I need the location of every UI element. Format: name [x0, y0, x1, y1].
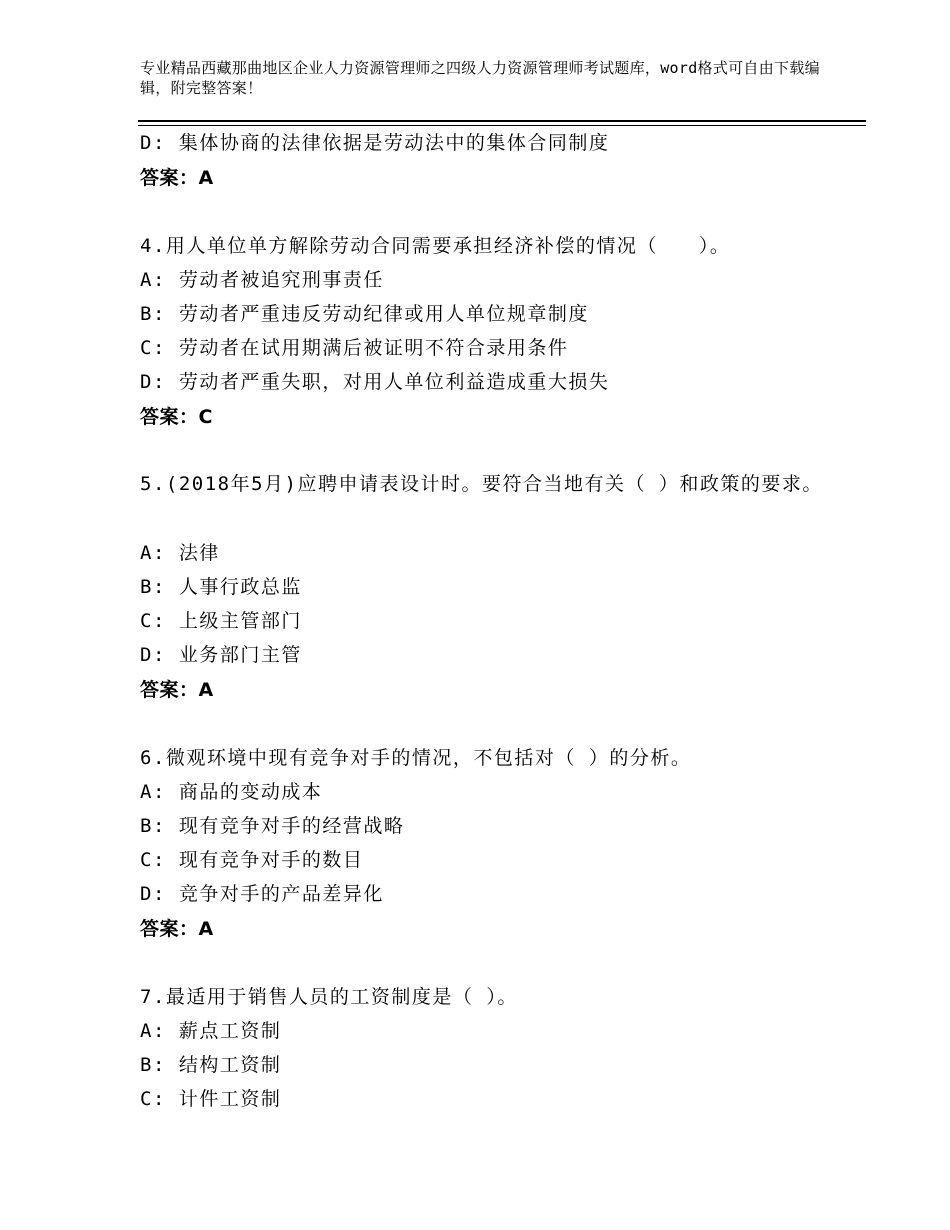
option-c: C: 计件工资制 [140, 1088, 282, 1110]
question-stem: 4.用人单位单方解除劳动合同需要承担经济补偿的情况（ ）。 [140, 235, 731, 257]
answer-line: 答案：C [140, 406, 213, 428]
option-a: A: 薪点工资制 [140, 1020, 282, 1042]
option-d: D: 集体协商的法律依据是劳动法中的集体合同制度 [140, 132, 610, 154]
option-b: B: 结构工资制 [140, 1054, 282, 1076]
header-divider-thin [138, 125, 866, 126]
answer-line: 答案：A [140, 918, 214, 940]
option-d: D: 劳动者严重失职，对用人单位利益造成重大损失 [140, 371, 610, 393]
question-stem: 6.微观环境中现有竞争对手的情况，不包括对（ ）的分析。 [140, 747, 692, 769]
option-d: D: 业务部门主管 [140, 644, 302, 666]
option-c: C: 劳动者在试用期满后被证明不符合录用条件 [140, 337, 569, 359]
question-stem: 5.(2018年5月)应聘申请表设计时。要符合当地有关（ ）和政策的要求。 [140, 473, 823, 495]
document-header: 专业精品西藏那曲地区企业人力资源管理师之四级人力资源管理师考试题库，word格式可自由下载编辑，附完整答案！ [140, 59, 820, 97]
option-a: A: 法律 [140, 542, 220, 564]
option-a: A: 劳动者被追究刑事责任 [140, 269, 384, 291]
option-b: B: 人事行政总监 [140, 576, 302, 598]
option-b: B: 现有竞争对手的经营战略 [140, 815, 405, 837]
question-stem: 7.最适用于销售人员的工资制度是（ ）。 [140, 986, 518, 1008]
option-c: C: 现有竞争对手的数目 [140, 849, 364, 871]
answer-line: 答案：A [140, 167, 214, 189]
header-divider-thick [138, 120, 866, 122]
option-b: B: 劳动者严重违反劳动纪律或用人单位规章制度 [140, 303, 589, 325]
option-c: C: 上级主管部门 [140, 610, 302, 632]
answer-line: 答案：A [140, 679, 214, 701]
option-a: A: 商品的变动成本 [140, 781, 323, 803]
option-d: D: 竞争对手的产品差异化 [140, 883, 384, 905]
